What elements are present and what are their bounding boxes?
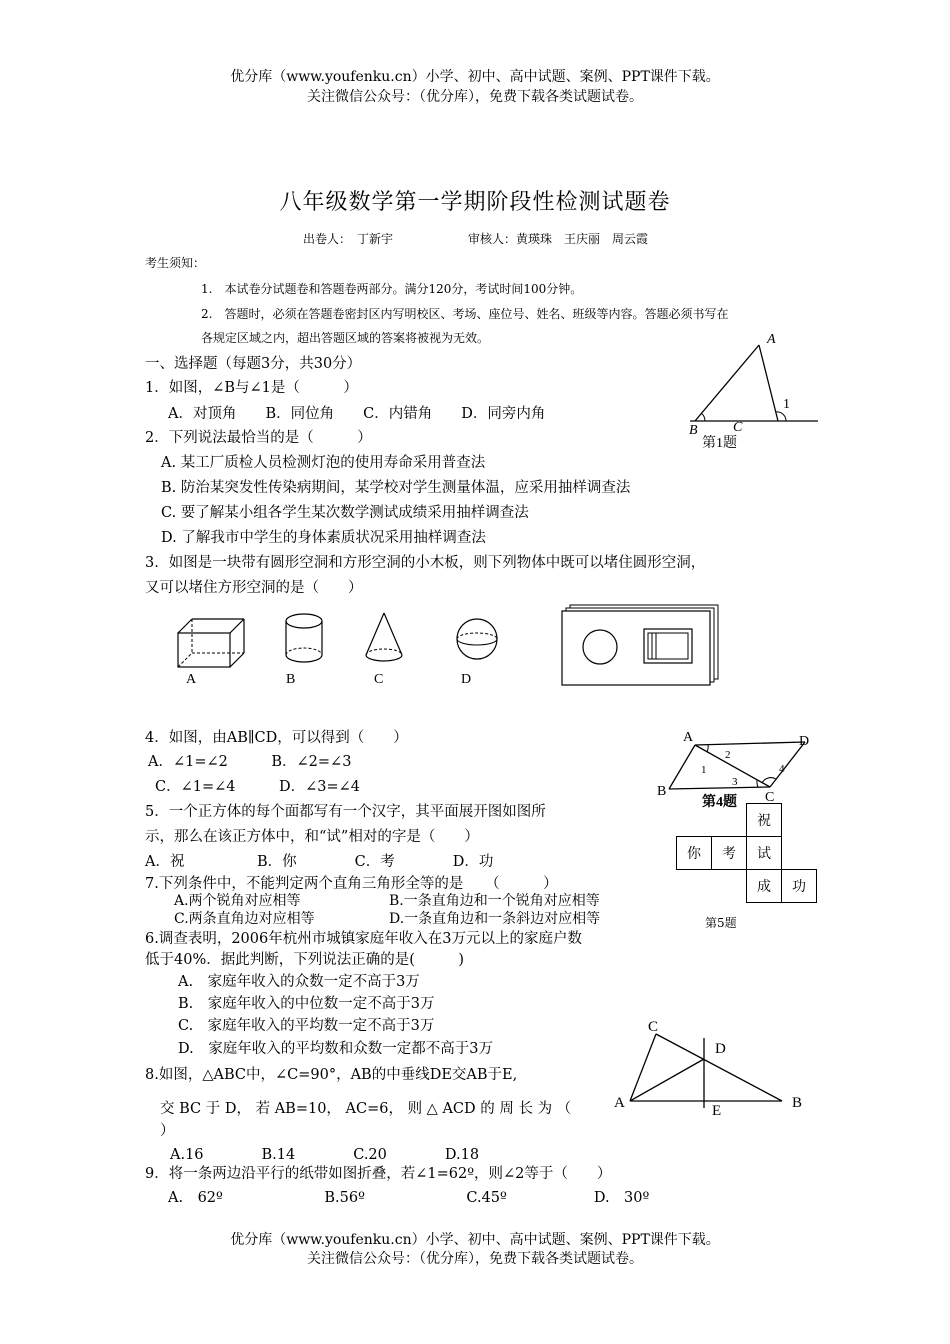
- q4-label-a: A: [683, 730, 694, 745]
- question-2-option-b: B. 防治某突发性传染病期间，某学校对学生测量体温，应采用抽样调查法: [161, 480, 631, 496]
- notice-item-2-cont: 各规定区域之内，超出答题区域的答案将被视为无效。: [201, 331, 490, 345]
- net-cell-zhu: 祝: [747, 804, 782, 837]
- q3-label-c: C: [374, 672, 384, 687]
- q8-label-a: A: [614, 1095, 625, 1111]
- net-cell-ni: 你: [677, 837, 712, 870]
- question-7-option-a: A.两个锐角对应相等: [174, 893, 301, 909]
- question-4-options-row-2: C．∠1=∠4 D．∠3=∠4: [155, 779, 361, 795]
- q3-label-d: D: [461, 672, 472, 687]
- net-cell-cheng: 成: [747, 870, 782, 903]
- question-3-line-2: 又可以堵住方形空洞的是（ ）: [145, 580, 363, 596]
- q3-sphere-shape: [457, 619, 497, 659]
- net-cell-gong: 功: [782, 870, 817, 903]
- footer-line-2: 关注微信公众号：（优分库），免费下载各类试题试卷。: [307, 1251, 643, 1267]
- question-6-line-2: 低于40%．据此判断，下列说法正确的是( ): [145, 952, 465, 968]
- header-line-2: 关注微信公众号：（优分库），免费下载各类试题试卷。: [307, 89, 643, 105]
- question-7: 7.下列条件中，不能判定两个直角三角形全等的是 （ ）: [145, 876, 558, 892]
- question-7-option-d: D.一条直角边和一条斜边对应相等: [389, 911, 601, 927]
- question-8-line-1: 8.如图，△ABC中，∠C=90°，AB的中垂线DE交AB于E,: [145, 1067, 518, 1083]
- q3-board-figure: [562, 605, 718, 685]
- q8-label-e: E: [712, 1103, 722, 1119]
- question-3-line-1: 3．如图是一块带有圆形空洞和方形空洞的小木板，则下列物体中既可以堵住圆形空洞，: [145, 555, 706, 571]
- q3-box-shape: [178, 619, 244, 667]
- question-1: 1．如图，∠B与∠1是（ ）: [145, 380, 358, 396]
- section-1-heading: 一、选择题（每题3分，共30分）: [145, 356, 362, 372]
- notice-item-1: 1. 本试卷分试题卷和答题卷两部分。满分120分，考试时间100分钟。: [201, 282, 583, 296]
- q1-label-1: 1: [783, 397, 790, 412]
- question-8-line-3: ）: [160, 1123, 175, 1139]
- q3-label-b: B: [286, 672, 296, 687]
- question-2: 2．下列说法最恰当的是（ ）: [145, 430, 372, 446]
- q4-label-4: 4: [779, 763, 785, 775]
- question-1-options: A．对顶角 B．同位角 C．内错角 D．同旁内角: [168, 406, 546, 422]
- question-4-options-row-1: A．∠1=∠2 B．∠2=∠3: [148, 754, 352, 770]
- q4-figure: [655, 725, 825, 815]
- q4-label-3: 3: [732, 776, 738, 788]
- question-9: 9．将一条两边沿平行的纸带如图折叠，若∠1=62º，则∠2等于（ ）: [145, 1166, 612, 1182]
- q3-cylinder-shape: [286, 614, 322, 662]
- q8-figure: [612, 1018, 812, 1123]
- question-6-option-d: D. 家庭年收入的平均数和众数一定都不高于3万: [178, 1041, 493, 1057]
- q3-figure: [170, 605, 730, 690]
- question-6-line-1: 6.调查表明，2006年杭州市城镇家庭年收入在3万元以上的家庭户数: [145, 931, 582, 947]
- q8-label-c: C: [648, 1019, 659, 1035]
- question-8-line-2: 交 BC 于 D， 若 AB=10， AC=6， 则 △ ACD 的 周 长 为 （: [160, 1101, 572, 1117]
- question-8-options: A.16 B.14 C.20 D.18: [170, 1147, 480, 1163]
- reviewer-line: 审核人：黄瑛珠 王庆丽 周云霞: [468, 232, 649, 246]
- q1-label-a: A: [767, 332, 776, 347]
- net-cell-kao: 考: [712, 837, 747, 870]
- notice-heading: 考生须知：: [145, 256, 206, 270]
- question-6-option-c: C. 家庭年收入的平均数一定不高于3万: [178, 1018, 435, 1034]
- q1-caption: 第1题: [702, 436, 737, 451]
- question-7-option-b: B.一条直角边和一个锐角对应相等: [389, 893, 600, 909]
- q4-label-1: 1: [701, 764, 707, 776]
- q4-label-c: C: [765, 790, 775, 805]
- author-line: 出卷人： 丁新宇: [303, 232, 394, 246]
- question-7-option-c: C.两条直角边对应相等: [174, 911, 315, 927]
- q4-caption: 第4题: [702, 795, 737, 810]
- q8-label-b: B: [792, 1095, 803, 1111]
- question-6-option-b: B. 家庭年收入的中位数一定不高于3万: [178, 996, 435, 1012]
- page-title: 八年级数学第一学期阶段性检测试题卷: [279, 190, 671, 215]
- net-cell-shi: 试: [747, 837, 782, 870]
- q3-cone-shape: [366, 613, 402, 661]
- q4-label-b: B: [657, 784, 667, 799]
- footer-line-1: 优分库（www.youfenku.cn）小学、初中、高中试题、案例、PPT课件下载。: [230, 1232, 720, 1248]
- q1-label-b: B: [689, 423, 698, 438]
- q4-label-2: 2: [725, 749, 731, 761]
- question-2-option-d: D. 了解我市中学生的身体素质状况采用抽样调查法: [161, 530, 486, 546]
- question-5-options: A．祝 B．你 C．考 D．功: [145, 854, 494, 870]
- q5-cube-net: [676, 803, 817, 903]
- q8-label-d: D: [715, 1041, 726, 1057]
- question-9-options: A. 62º B.56º C.45º D. 30º: [168, 1190, 650, 1206]
- question-2-option-a: A. 某工厂质检人员检测灯泡的使用寿命采用普查法: [161, 455, 486, 471]
- question-6-option-a: A. 家庭年收入的众数一定不高于3万: [178, 974, 420, 990]
- question-2-option-c: C. 要了解某小组各学生某次数学测试成绩采用抽样调查法: [161, 505, 529, 521]
- notice-item-2: 2. 答题时，必须在答题卷密封区内写明校区、考场、座位号、姓名、班级等内容。答题必须书写在: [201, 307, 729, 321]
- q4-label-d: D: [799, 734, 810, 749]
- q3-label-a: A: [186, 672, 197, 687]
- question-5-line-1: 5．一个正方体的每个面都写有一个汉字，其平面展开图如图所: [145, 804, 546, 820]
- q1-figure: [680, 330, 830, 460]
- q1-label-c: C: [733, 420, 743, 435]
- question-4: 4．如图，由AB∥CD，可以得到（ ）: [145, 730, 408, 746]
- header-line-1: 优分库（www.youfenku.cn）小学、初中、高中试题、案例、PPT课件下载。: [230, 69, 720, 85]
- q5-caption: 第5题: [705, 916, 737, 930]
- question-5-line-2: 示，那么在该正方体中，和“试”相对的字是（ ）: [145, 829, 479, 845]
